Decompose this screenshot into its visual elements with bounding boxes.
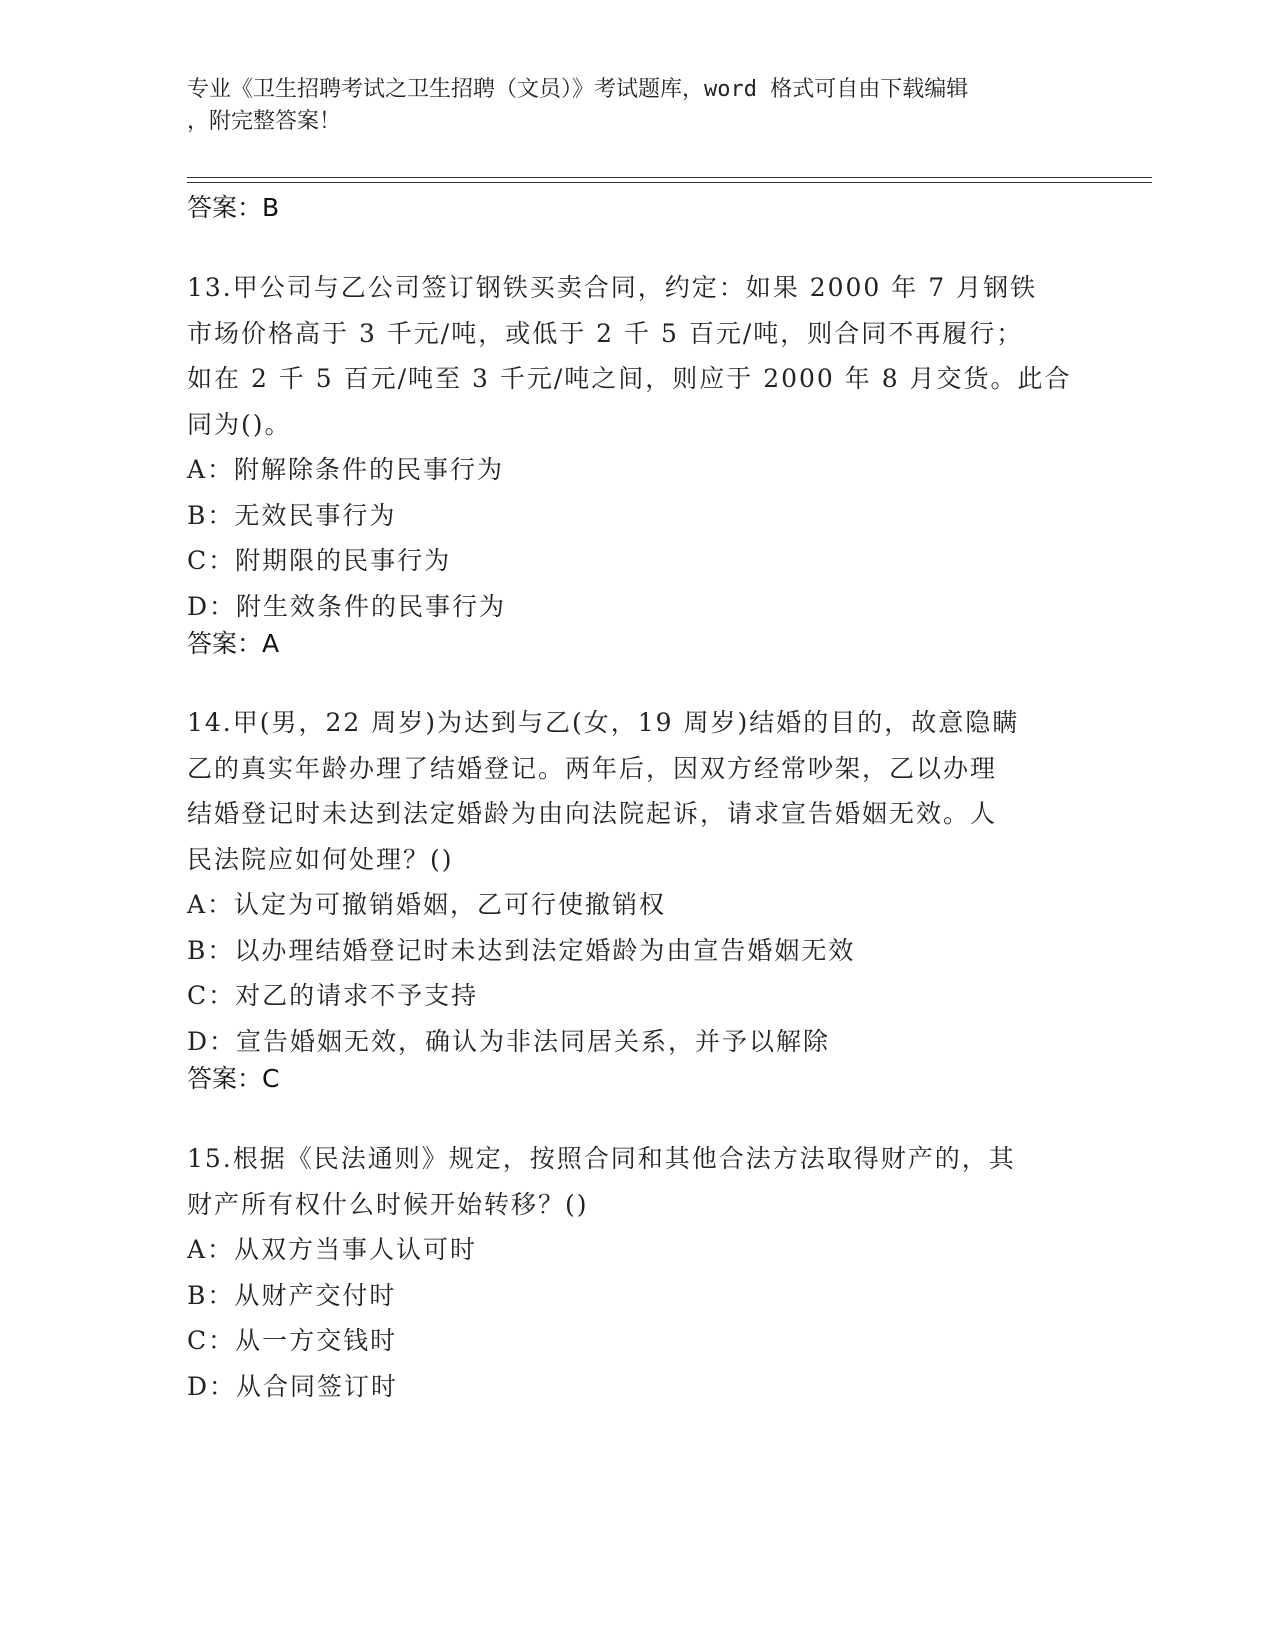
- question-15-option-a: A：从双方当事人认可时: [187, 1235, 478, 1264]
- question-14-option-d: D：宣告婚姻无效，确认为非法同居关系，并予以解除: [187, 1026, 831, 1056]
- question-15-stem-line-1: 15.根据《民法通则》规定，按照合同和其他合法方法取得财产的，其: [187, 1144, 1016, 1173]
- question-15: [187, 1136, 1087, 1409]
- question-13-option-b: B：无效民事行为: [187, 500, 397, 530]
- question-13-stem-line-4: 同为()。: [187, 409, 292, 439]
- question-14-stem-line-2: 乙的真实年龄办理了结婚登记。两年后，因双方经常吵架，乙以办理: [187, 753, 998, 783]
- question-14-stem-line-1: 14.甲(男，22 周岁)为达到与乙(女，19 周岁)结婚的目的，故意隐瞒: [187, 708, 1020, 737]
- question-14-option-b: B：以办理结婚登记时未达到法定婚龄为由宣告婚姻无效: [187, 935, 856, 965]
- document-header: [187, 74, 1067, 138]
- answer-13: 答案：A: [187, 629, 280, 658]
- question-15-option-b: B：从财产交付时: [187, 1280, 397, 1310]
- question-13-stem-line-3: 如在 2 千 5 百元/吨至 3 千元/吨之间，则应于 2000 年 8 月交货。此合: [187, 364, 1072, 393]
- question-14-stem-line-4: 民法院应如何处理？(): [187, 844, 454, 874]
- header-line-2: ，附完整答案！: [187, 109, 342, 134]
- question-15-option-d: D：从合同签订时: [187, 1371, 399, 1401]
- header-divider-bottom: [187, 182, 1152, 183]
- question-13-option-c: C：附期限的民事行为: [187, 546, 452, 575]
- question-15-option-c: C：从一方交钱时: [187, 1326, 398, 1355]
- question-14-stem-line-3: 结婚登记时未达到法定婚龄为由向法院起诉，请求宣告婚姻无效。人: [187, 799, 998, 828]
- question-13: [187, 265, 1087, 629]
- header-divider-top: [187, 177, 1152, 178]
- answer-previous: 答案：B: [187, 193, 280, 222]
- question-13-option-d: D：附生效条件的民事行为: [187, 591, 507, 621]
- question-14-option-a: A：认定为可撤销婚姻，乙可行使撤销权: [187, 890, 667, 919]
- question-13-stem-line-1: 13.甲公司与乙公司签订钢铁买卖合同，约定：如果 2000 年 7 月钢铁: [187, 273, 1038, 302]
- question-14-option-c: C：对乙的请求不予支持: [187, 981, 479, 1010]
- question-13-option-a: A：附解除条件的民事行为: [187, 455, 505, 484]
- answer-14: 答案：C: [187, 1064, 280, 1093]
- question-13-stem-line-2: 市场价格高于 3 千元/吨，或低于 2 千 5 百元/吨，则合同不再履行；: [187, 318, 1024, 348]
- question-15-stem-line-2: 财产所有权什么时候开始转移？(): [187, 1189, 589, 1219]
- question-14: [187, 700, 1087, 1064]
- header-line-1: 专业《卫生招聘考试之卫生招聘（文员）》考试题库，word 格式可自由下载编辑: [187, 77, 969, 102]
